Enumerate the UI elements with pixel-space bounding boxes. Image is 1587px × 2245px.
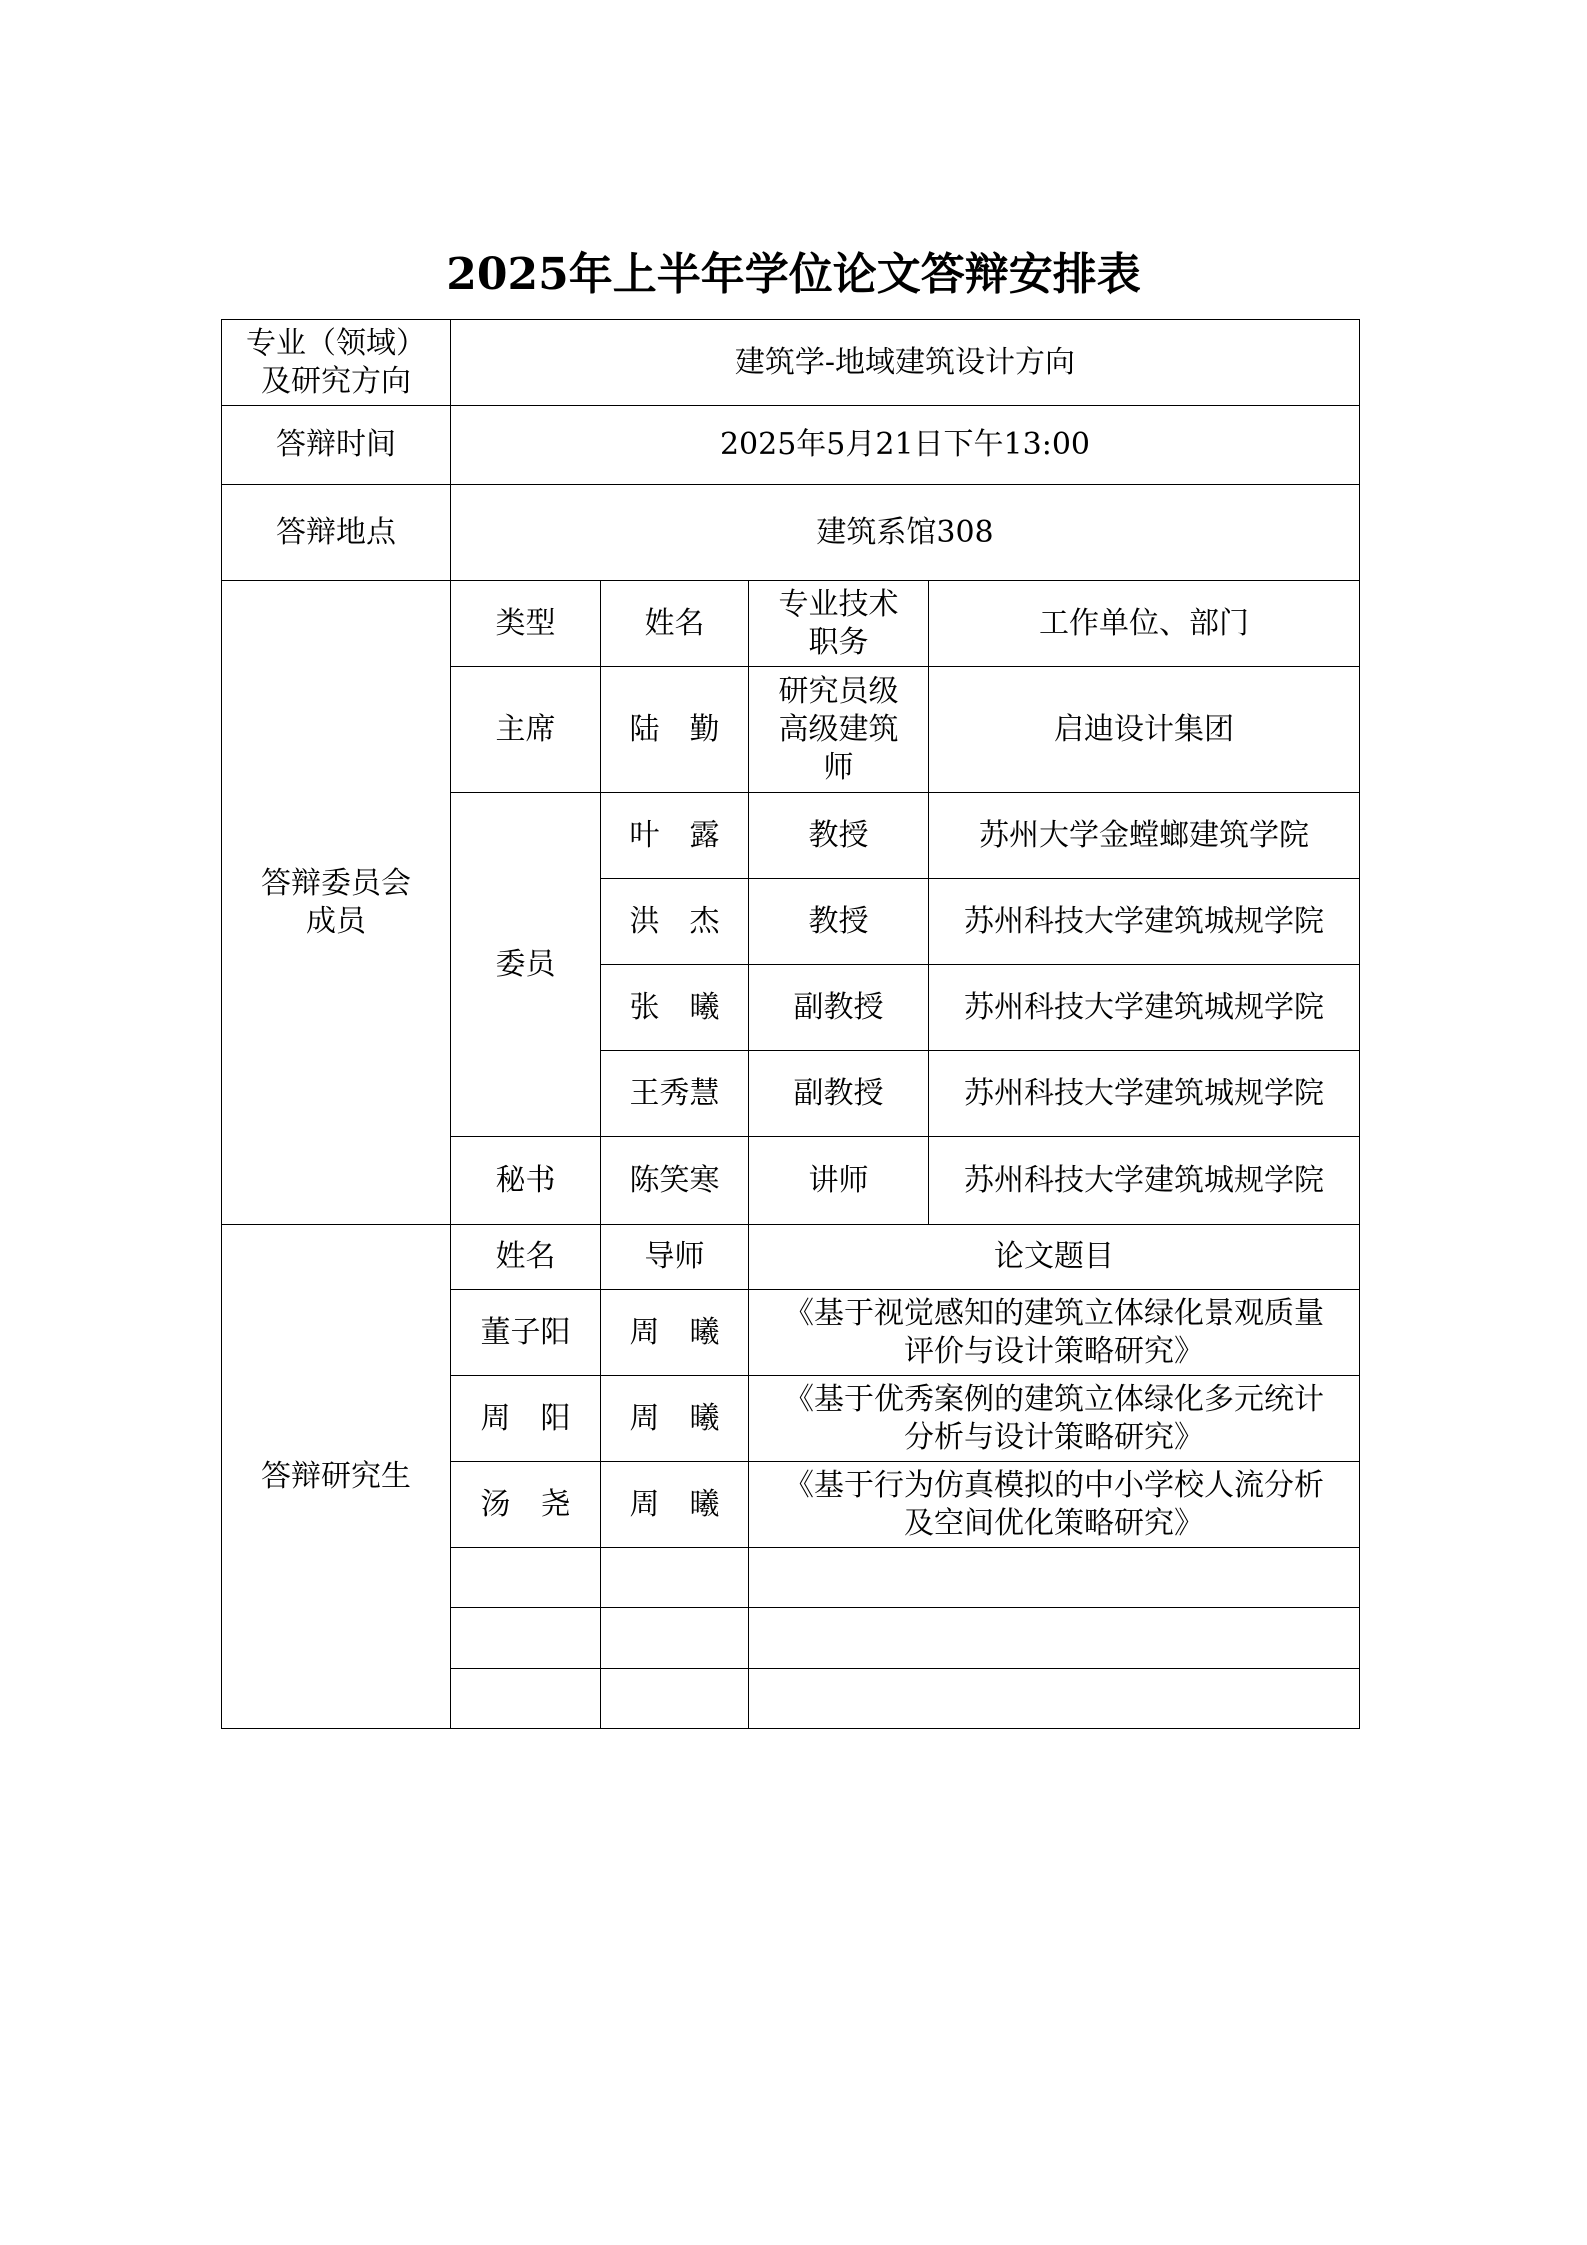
student-thesis (749, 1669, 1360, 1729)
student-thesis (749, 1548, 1360, 1608)
major-value: 建筑学-地域建筑设计方向 (451, 320, 1360, 406)
col-header-title: 专业技术 职务 (749, 581, 929, 667)
member-name: 张 曦 (601, 965, 749, 1051)
schedule-table (221, 319, 1360, 1729)
member-name: 洪 杰 (601, 879, 749, 965)
student-name: 周 阳 (451, 1376, 601, 1462)
student-thesis: 《基于优秀案例的建筑立体绿化多元统计 分析与设计策略研究》 (749, 1376, 1360, 1462)
member-unit: 苏州科技大学建筑城规学院 (929, 965, 1360, 1051)
student-thesis: 《基于视觉感知的建筑立体绿化景观质量 评价与设计策略研究》 (749, 1290, 1360, 1376)
committee-header-row (222, 581, 1360, 667)
page-title: 2025年上半年学位论文答辩安排表 (446, 249, 1141, 300)
student-advisor (601, 1608, 749, 1669)
student-advisor: 周 曦 (601, 1376, 749, 1462)
student-name: 汤 尧 (451, 1462, 601, 1548)
col-header-student-name: 姓名 (451, 1225, 601, 1290)
col-header-thesis: 论文题目 (749, 1225, 1360, 1290)
member-title: 副教授 (749, 1051, 929, 1137)
member-unit: 苏州大学金螳螂建筑学院 (929, 793, 1360, 879)
place-label: 答辩地点 (222, 485, 451, 581)
secretary-name: 陈笑寒 (601, 1137, 749, 1225)
chair-unit: 启迪设计集团 (929, 667, 1360, 793)
member-type: 委员 (451, 793, 601, 1137)
chair-title: 研究员级 高级建筑 师 (749, 667, 929, 793)
col-header-unit: 工作单位、部门 (929, 581, 1360, 667)
time-row (222, 406, 1360, 485)
students-label: 答辩研究生 (222, 1225, 451, 1729)
place-value: 建筑系馆308 (451, 485, 1360, 581)
col-header-type: 类型 (451, 581, 601, 667)
major-label: 专业（领域） 及研究方向 (222, 320, 451, 406)
member-unit: 苏州科技大学建筑城规学院 (929, 879, 1360, 965)
student-advisor (601, 1669, 749, 1729)
member-title: 教授 (749, 793, 929, 879)
student-advisor: 周 曦 (601, 1290, 749, 1376)
student-name: 董子阳 (451, 1290, 601, 1376)
student-advisor (601, 1548, 749, 1608)
chair-name: 陆 勤 (601, 667, 749, 793)
student-header-row (222, 1225, 1360, 1290)
student-name (451, 1548, 601, 1608)
place-row (222, 485, 1360, 581)
member-name: 叶 露 (601, 793, 749, 879)
secretary-unit: 苏州科技大学建筑城规学院 (929, 1137, 1360, 1225)
student-name (451, 1669, 601, 1729)
member-name: 王秀慧 (601, 1051, 749, 1137)
student-advisor: 周 曦 (601, 1462, 749, 1548)
time-value: 2025年5月21日下午13:00 (451, 406, 1360, 485)
member-title: 教授 (749, 879, 929, 965)
time-label: 答辩时间 (222, 406, 451, 485)
student-name (451, 1608, 601, 1669)
secretary-type: 秘书 (451, 1137, 601, 1225)
student-thesis (749, 1608, 1360, 1669)
member-unit: 苏州科技大学建筑城规学院 (929, 1051, 1360, 1137)
committee-label: 答辩委员会 成员 (222, 581, 451, 1225)
col-header-advisor: 导师 (601, 1225, 749, 1290)
student-thesis: 《基于行为仿真模拟的中小学校人流分析 及空间优化策略研究》 (749, 1462, 1360, 1548)
member-title: 副教授 (749, 965, 929, 1051)
secretary-title: 讲师 (749, 1137, 929, 1225)
col-header-name: 姓名 (601, 581, 749, 667)
chair-type: 主席 (451, 667, 601, 793)
major-row (222, 320, 1360, 406)
